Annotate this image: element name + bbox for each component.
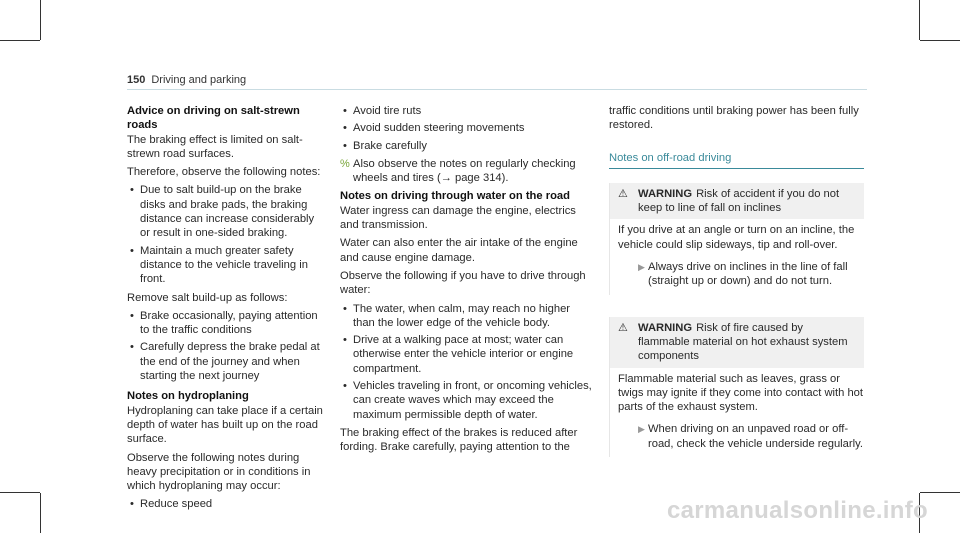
paragraph: The braking effect of the brakes is reduced after fording. Brake carefully, paying attention to the (340, 426, 578, 454)
bullet-icon: • (130, 184, 134, 197)
paragraph: Observe the following if you have to drive through water: (340, 269, 586, 297)
paragraph: Remove salt build-up as follows: (127, 291, 288, 304)
warning-label: WARNING (638, 321, 693, 334)
crop-mark (0, 40, 40, 41)
warning-box (609, 317, 864, 457)
list-item: • Reduce speed (130, 498, 213, 511)
list-item: • The water, when calm, may reach no higher than the lower edge of the vehicle body. (343, 302, 571, 329)
column-3 (609, 104, 864, 457)
page-header (127, 74, 246, 86)
crop-mark (920, 492, 960, 493)
bullet-list (127, 497, 327, 511)
bullet-icon: • (343, 139, 347, 152)
paragraph: Observe the following notes during heavy precipitation or in conditions in which hydroplaning may occur: (127, 451, 311, 493)
paragraph: Water can also enter the air intake of the engine and cause engine damage. (340, 237, 578, 264)
action-text: Always drive on inclines in the line of fall (straight up or down) and do not turn. (648, 261, 848, 288)
column-2 (340, 104, 592, 459)
note-icon: % (340, 157, 350, 170)
arrow-right-icon: ▶ (638, 424, 645, 435)
list-item: • Brake occasionally, paying attention to the traffic conditions (130, 309, 318, 337)
action-text: When driving on an unpaved road or off-road, check the vehicle underside regularly. (648, 423, 863, 450)
crop-mark (0, 492, 40, 493)
bullet-icon: • (130, 309, 134, 322)
warning-body (610, 219, 864, 294)
bullet-icon: • (343, 334, 347, 347)
watermark: carmanualsonline.info (666, 497, 928, 524)
warning-text: Flammable material such as leaves, grass or twigs may ignite if they come into contact with hot parts of the exhaust system. (618, 372, 863, 414)
paragraph: Water ingress can damage the engine, electrics and transmission. (340, 204, 576, 232)
paragraph: Hydroplaning can take place if a certain depth of water has built up on the road surface. (127, 404, 323, 446)
bullet-list (127, 183, 327, 286)
column-1 (127, 104, 327, 516)
chapter-title: Driving and parking (151, 74, 247, 86)
list-item: • Maintain a much greater safety distance to the vehicle traveling in front. (130, 244, 308, 286)
warning-text: If you drive at an angle or turn on an incline, the vehicle could slip sideways, tip and roll-over. (618, 224, 855, 251)
warning-body (610, 368, 864, 457)
bullet-icon: • (130, 341, 134, 354)
warning-triangle-icon: ⚠ (618, 321, 628, 334)
list-item: • Avoid sudden steering movements (343, 122, 525, 135)
crop-mark (920, 40, 960, 41)
warning-label: WARNING (638, 187, 693, 200)
header-rule (127, 89, 867, 90)
action-step (618, 260, 864, 289)
list-item: • Avoid tire ruts (343, 105, 422, 117)
crop-mark (40, 0, 41, 40)
bullet-list (127, 309, 327, 383)
bullet-icon: • (343, 122, 347, 135)
heading-hydroplaning: Notes on hydroplaning (127, 390, 249, 403)
heading-salt-roads: Advice on driving on salt-strewn roads (127, 105, 300, 132)
page-number: 150 (127, 74, 146, 86)
list-item: • Carefully depress the brake pedal at the end of the journey and when starting the next journey (130, 341, 320, 383)
warning-header (610, 317, 864, 368)
arrow-right-icon: ▶ (638, 262, 645, 273)
warning-box (609, 183, 864, 295)
list-item: • Due to salt build-up on the brake disks and brake pads, the braking distance can increase considerably or result in one-sided braking. (130, 184, 315, 240)
paragraph: Therefore, observe the following notes: (127, 166, 321, 179)
paragraph: The braking effect is limited on salt-strewn road surfaces. (127, 133, 303, 160)
warning-title: Risk of accident if you do not keep to line of fall on inclines (638, 187, 840, 215)
section-title-offroad: Notes on off-road driving (609, 151, 864, 169)
bullet-icon: • (343, 302, 347, 315)
bullet-icon: • (343, 105, 347, 117)
bullet-icon: • (130, 498, 134, 511)
note (340, 157, 592, 186)
warning-header (610, 183, 864, 220)
list-item: • Drive at a walking pace at most; water can otherwise enter the vehicle interior or engine compartment. (343, 334, 574, 375)
action-step (618, 422, 864, 451)
note-text[interactable]: Also observe the notes on regularly checking wheels and tires (→ page 314). (353, 157, 576, 185)
crop-mark (919, 0, 920, 40)
list-item: • Brake carefully (343, 139, 427, 152)
warning-title: Risk of fire caused by flammable material on hot exhaust system components (638, 321, 848, 363)
list-item: • Vehicles traveling in front, or oncoming vehicles, can create waves which may exceed the maximum permissible depth of water. (343, 380, 592, 421)
crop-mark (40, 493, 41, 533)
paragraph: traffic conditions until braking power has been fully restored. (609, 105, 859, 132)
heading-water-driving: Notes on driving through water on the road (340, 190, 570, 203)
bullet-list (340, 104, 592, 153)
bullet-list (340, 302, 592, 422)
warning-triangle-icon: ⚠ (618, 187, 628, 200)
bullet-icon: • (130, 244, 134, 257)
bullet-icon: • (343, 380, 347, 393)
